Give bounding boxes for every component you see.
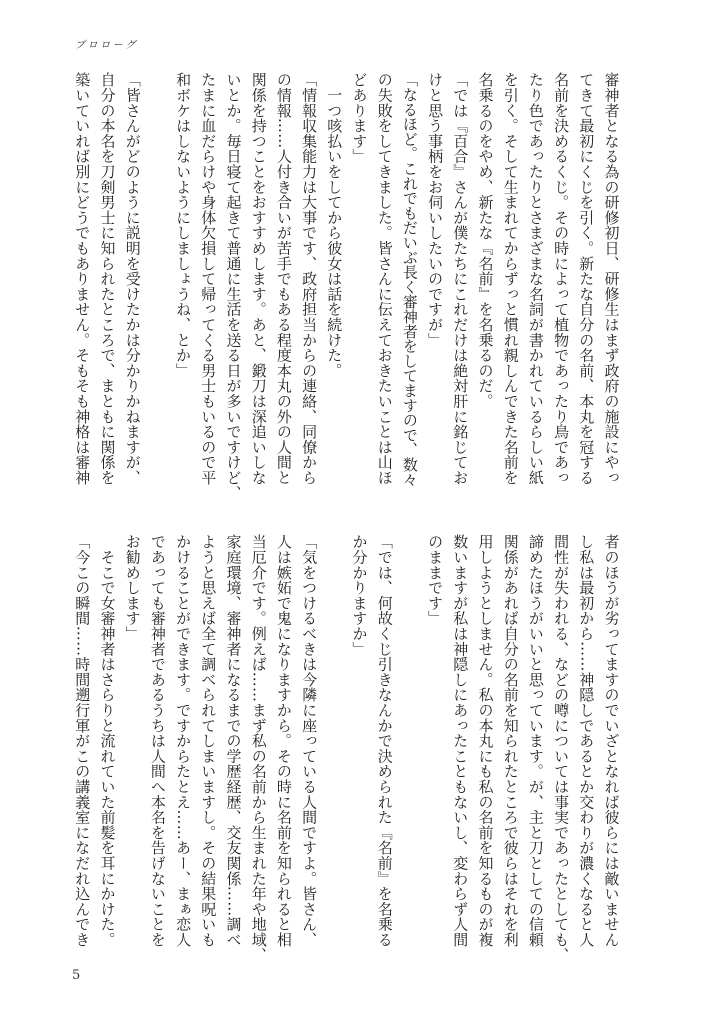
text-column: 人は嫉妬で鬼になりますから。その時に名前を知られると相 (274, 534, 293, 948)
text-column: 間性が失われる、などの噂については事実であったとしても、 (552, 534, 571, 963)
text-column: そこで女審神者はさらりと流れていた前髪を耳にかけた。 (98, 534, 117, 948)
text-column: の情報……人付き合いが苦手でもある程度本丸の外の人間と (274, 72, 293, 486)
text-column: 「では、何故くじ引きなんかで決められた『名前』を名乗る (375, 534, 394, 948)
text-column: 名前を決めるくじ。その時によって植物であったり鳥であっ (552, 72, 571, 486)
text-column: 数いますが私は神隠しにあったこともないし、変わらず人間 (451, 534, 470, 948)
text-column: か分かりますか」 (350, 534, 369, 657)
text-column: し私は最初から……神隠しであるとか交わりが濃くなると人 (577, 534, 596, 948)
text-column: いとか。毎日寝て起きて普通に生活を送る日が多いですけど、 (224, 72, 243, 501)
text-column: けと思う事柄をお伺いしたいのですが」 (426, 72, 445, 348)
text-column: 一つ咳払いをしてから彼女は話を続けた。 (325, 72, 344, 378)
text-column: 「今この瞬間……時間遡行軍がこの講義室になだれ込んでき (73, 534, 92, 948)
text-column: 「情報収集能力は大事です、政府担当からの連絡、同僚から (300, 72, 319, 486)
blank-line (321, 534, 346, 979)
text-column: 「なるほど。これでもだいぶ長く審神者をしてますので、数々 (400, 72, 419, 487)
page-number: 5 (72, 968, 81, 983)
text-column: 「気をつけるべきは今隣に座っている人間ですよ。皆さん、 (300, 534, 319, 948)
text-column: のままです」 (426, 534, 445, 626)
text-column: 審神者となる為の研修初日、研修生はまず政府の施設にやっ (602, 72, 621, 486)
text-column: 関係があれば自分の名前を知られたところで彼らはそれを利 (501, 534, 520, 948)
text-column: たまに血だらけや身体欠損して帰ってくる男士もいるので平 (199, 72, 218, 486)
blank-line (145, 72, 170, 517)
text-column: であっても審神者であるうちは人間へ本名を告げないことを (148, 534, 167, 948)
text-column: 自分の本名を刀剣男士に知られたところで、まともに関係を (98, 72, 117, 486)
text-column: 当厄介です。例えば……まず私の名前から生まれた年や地域、 (249, 534, 268, 963)
text-column: 用しようとしません。私の本丸にも私の名前を知るものが複 (476, 534, 495, 948)
text-column: お勧めします」 (123, 534, 142, 642)
running-header: プロローグ (75, 40, 138, 51)
text-column: の失敗をしてきました。皆さんに伝えておきたいことは山ほ (375, 72, 394, 486)
text-column: 「皆さんがどのように説明を受けたかは分かりかねますが、 (123, 72, 142, 486)
text-column: 築いていれば別にどうでもありません。そもそも神格は審神 (73, 72, 92, 486)
text-column: ようと思えば全て調べられてしまいますし。その結果呪いも (199, 534, 218, 948)
text-column: たり色であったりとさまざまな名詞が書かれているらしい紙 (526, 72, 545, 486)
text-column: てきて最初にくじを引く。新たな自分の名前、本丸を冠する (577, 72, 596, 486)
text-column: 者のほうが劣ってますのでいざとなれば彼らには敵いません (602, 534, 621, 948)
text-column: 和ボケはしないようにしましょうね、とか」 (174, 72, 193, 378)
text-column: かけることができます。ですからたとえ……あー、まぁ恋人 (174, 534, 193, 948)
blank-line (397, 534, 422, 979)
text-column: を引く。そして生まれてからずっと慣れ親しんできた名前を (501, 72, 520, 486)
upper-text-block (0, 72, 722, 512)
lower-text-block (0, 534, 722, 974)
text-column: 関係を持つことをおすすめします。あと、鍛刀は深追いしな (249, 72, 268, 486)
text-column: 諦めたほうがいいと思っています。が、主と刀としての信頼 (526, 534, 545, 948)
text-column: どあります」 (350, 72, 369, 164)
text-column: 「では『百合』さんが僕たちにこれだけは絶対肝に銘じてお (451, 72, 470, 486)
text-column: 名乗るのをやめ、新たな『名前』を名乗るのだ。 (476, 72, 495, 409)
text-column: 家庭環境、審神者になるまでの学歴経歴、交友関係……調べ (224, 534, 243, 948)
